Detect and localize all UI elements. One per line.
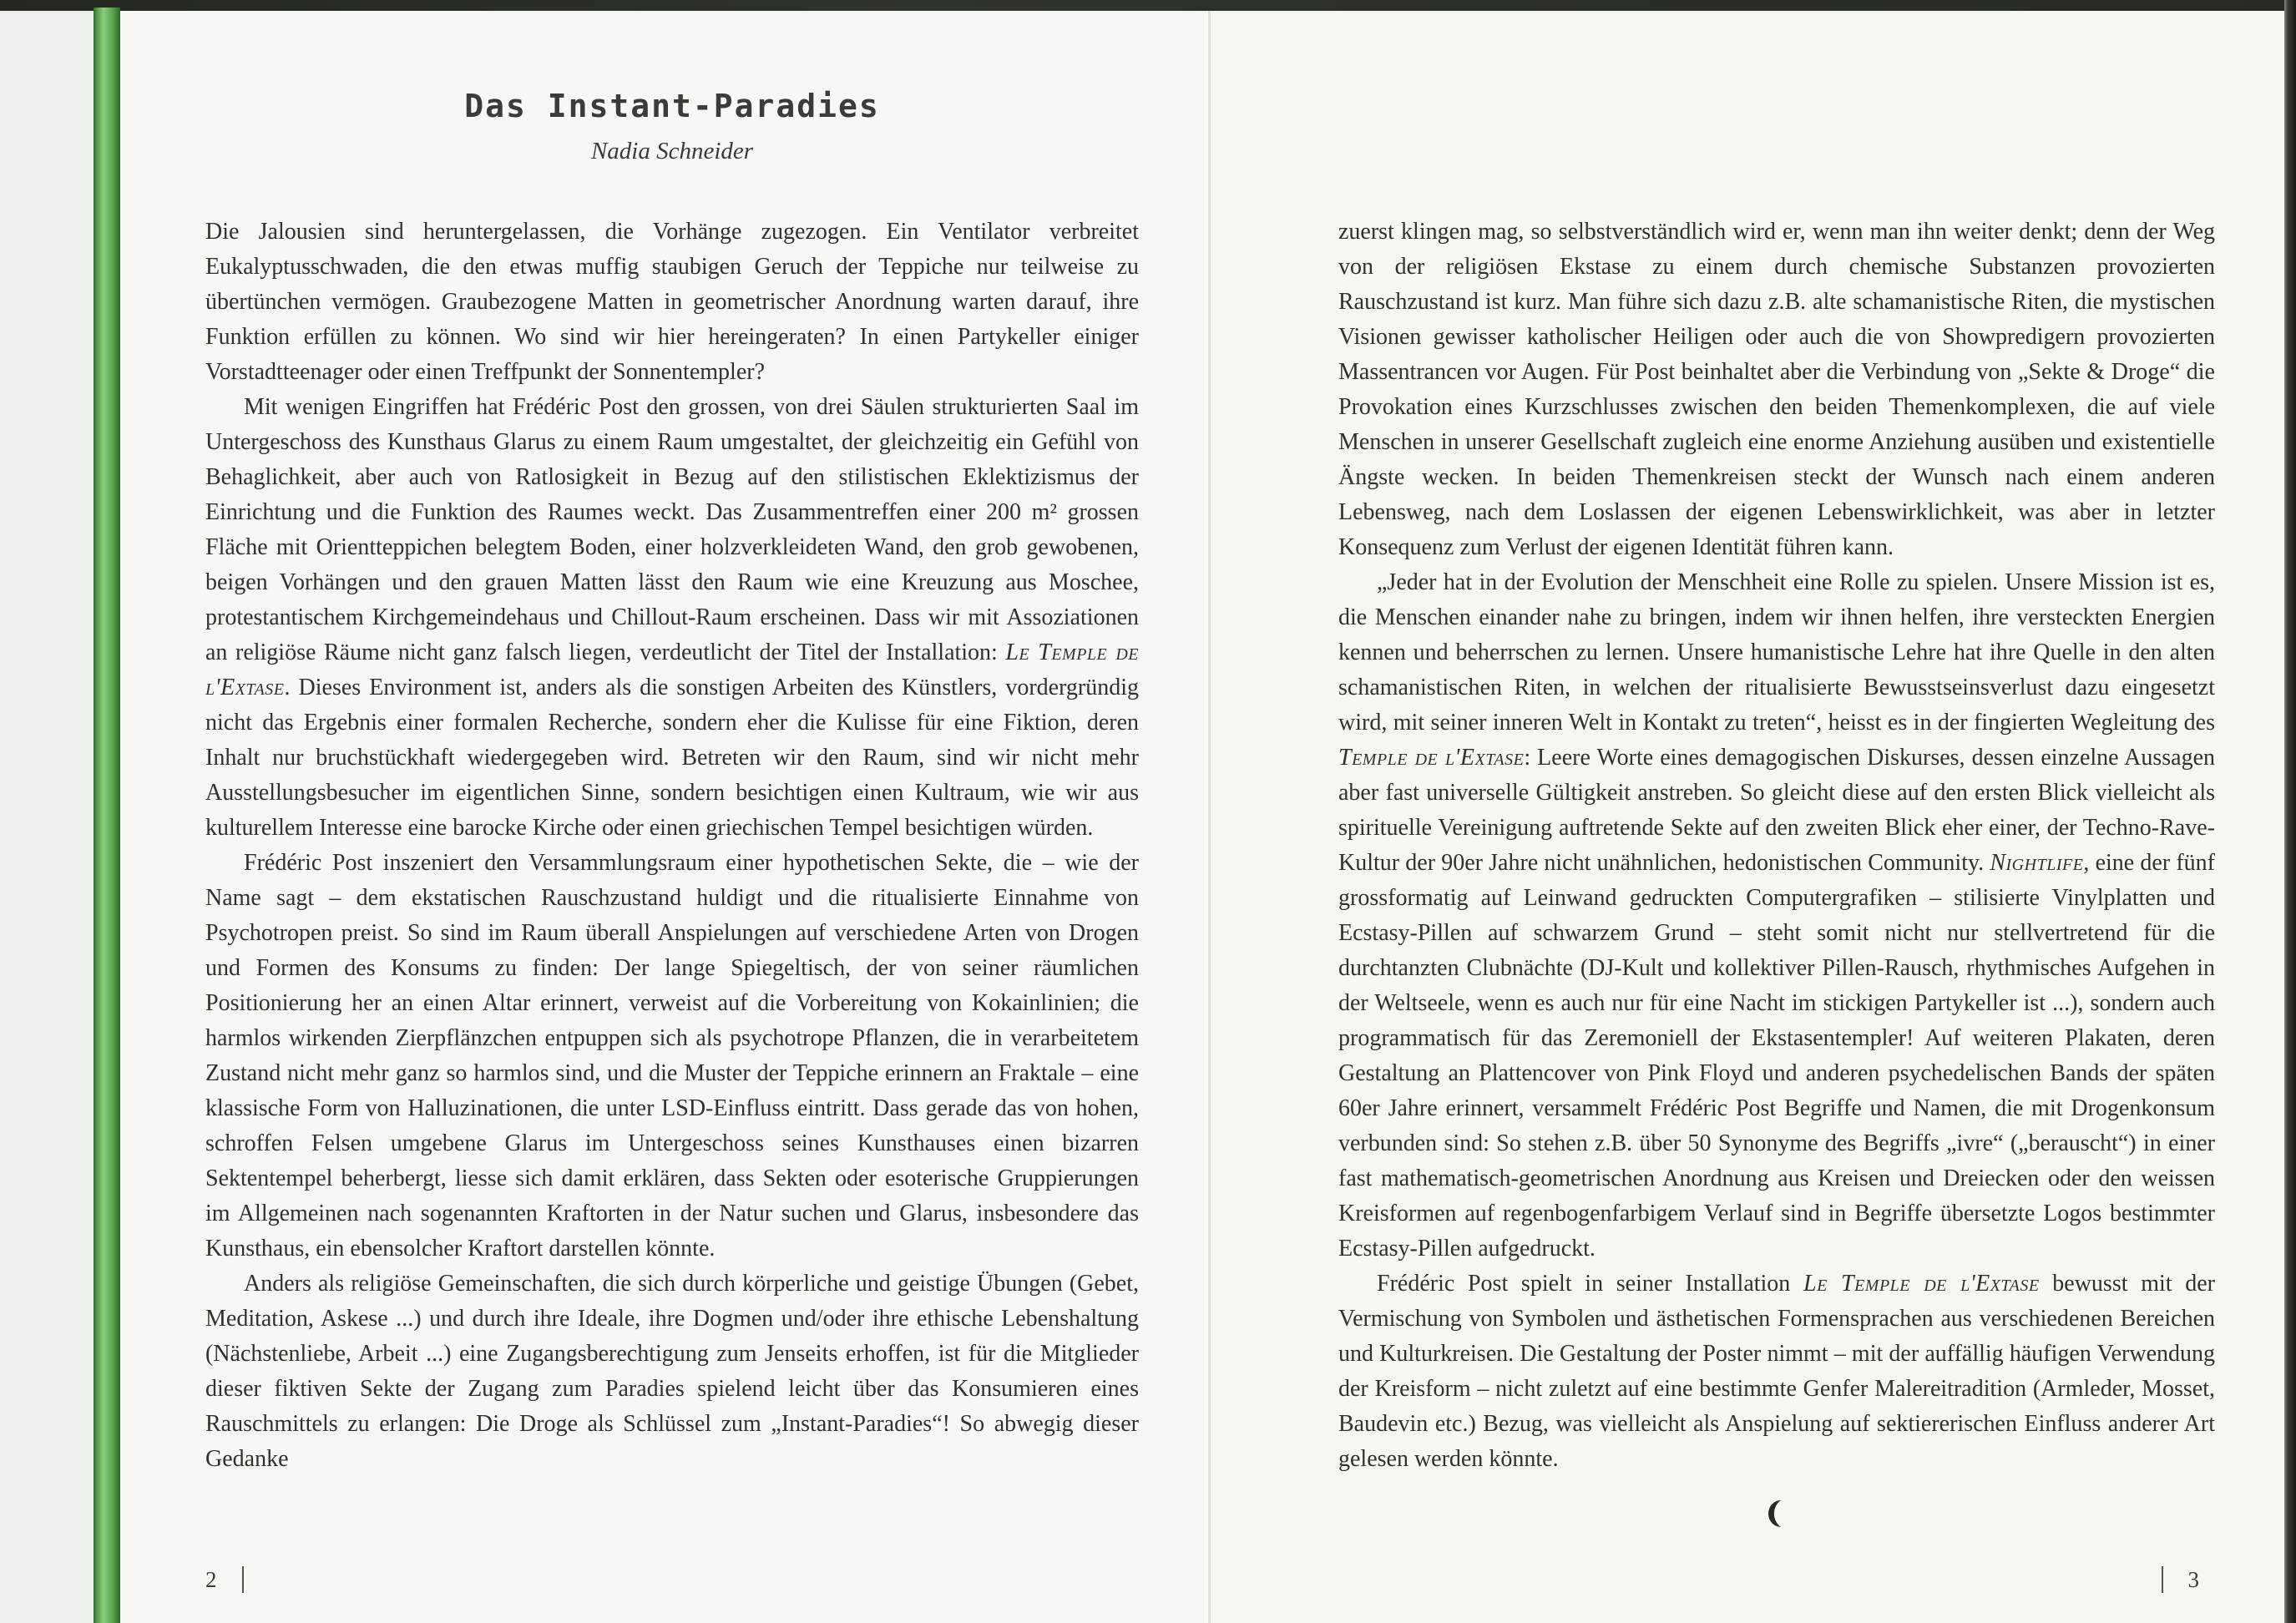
text-segment: . Dieses Environment ist, anders als die sonstigen Arbeiten des Künstlers, vordergründig nicht das Ergebnis einer formalen Recherche, sondern eher die Kulisse für eine Fiktion, deren Inhalt nur bruchstückhaft wiedergegeben wird. Betreten wir den Raum, sind wir nicht mehr Ausstellungsbesucher im eigentlichen Sinne, sondern besichtigen einen Kultraum, wie wir aus kulturellem Interesse eine barocke Kirche oder einen griechischen Tempel besichtigen würden. [205,675,1139,841]
paragraph [205,846,1139,1267]
title-block [205,88,1139,165]
underlying-page-edge [0,11,94,1623]
folio-divider-bar [2162,1566,2163,1593]
text-segment: Frédéric Post inszeniert den Versammlungsraum einer hypothetischen Sekte, die – wie der Name sagt – dem ekstatischen Rauschzustand huldigt und die ritualisierte Einnahme von Psychotropen preist. So sind im Raum überall Anspielungen auf verschiedene Arten von Drogen und Formen des Konsums zu finden: Der lange Spiegeltisch, der von seiner räumlichen Positionierung her an einen Altar erinnert, verweist auf die Vorbereitung von Kokainlinien; die harmlos wirkenden Zierpflänzchen entpuppen sich als psychotrope Pflanzen, die in verarbeitetem Zustand nicht mehr ganz so harmlos sind, und die Muster der Teppiche erinnern an Fraktale – eine klassische Form von Halluzinationen, die unter LSD-Einfluss eintritt. Dass gerade das von hohen, schroffen Felsen umgebene Glarus im Untergeschoss seines Kunsthauses einen bizarren Sektentempel beherbergt, liesse sich damit erklären, dass Sekten oder esoterische Gruppierungen im Allgemeinen nach sogenannten Kraftorten in der Natur suchen und Glarus, insbesondere das Kunsthaus, ein ebensolcher Kraftort darstellen könnte. [205,850,1139,1261]
article-author: Nadia Schneider [590,138,754,164]
text-segment: Anders als religiöse Gemeinschaften, die sich durch körperliche und geistige Übungen (Gebet, Meditation, Askese ...) und durch ihre Ideale, ihre Dogmen und/oder ihre ethische Lebenshaltung (Nächstenliebe, Arbeit ...) eine Zugangsberechtigung zum Jenseits erhoffen, ist für die Mitglieder dieser fiktiven Sekte der Zugang zum Paradies spielend leicht über das Konsumieren eines Rauschmittels zu erlangen: Die Droge als Schlüssel zum „Instant-Paradies“! So abwegig dieser Gedanke [205,1271,1139,1472]
right-page [1208,11,2286,1623]
scanner-edge-top [0,0,2296,11]
text-segment: , eine der fünf grossformatig auf Leinwand gedruckten Computergrafiken – stilisierte Vinylplatten und Ecstasy-Pillen auf schwarzem Grund – steht somit nicht nur stellvertretend für die durchtanzten Clubnächte (DJ-Kult und kollektiver Pillen-Rausch, rhythmisches Aufgehen in der Weltseele, wenn es auch nur für eine Nacht im stickigen Partykeller ist ...), sondern auch programmatisch für das Zeremoniell der Ekstasentempler! Auf weiteren Plakaten, deren Gestaltung an Plattencover von Pink Floyd und anderen psychedelischen Bands der späten 60er Jahre erinnert, versammelt Frédéric Post Begriffe und Namen, die mit Drogenkonsum verbunden sind: So stehen z.B. über 50 Synonyme des Begriffs „ivre“ („berauscht“) in einer fast mathematisch-geometrischen Anordnung aus Kreisen und Dreiecken oder den weissen Kreisformen auf regenbogenfarbigem Verlauf sind in Begriffe übersetzte Logos bestimmter Ecstasy-Pillen aufgedruckt. [1338,850,2215,1261]
paragraph [205,1267,1139,1477]
paragraph [1338,565,2215,1267]
text-segment: zuerst klingen mag, so selbstverständlich wird er, wenn man ihn weiter denkt; denn der Weg von der religiösen Ekstase zu einem durch chemische Substanzen provozierten Rauschzustand ist kurz. Man führe sich dazu z.B. alte schamanistische Riten, die mystischen Visionen gewisser katholischer Heiligen oder auch die von Showpredigern provozierten Massentrancen vor Augen. Für Post beinhaltet aber die Verbindung von „Sekte & Droge“ die Provokation eines Kurzschlusses zwischen den beiden Themenkomplexen, die auf viele Menschen in unserer Gesellschaft zugleich eine enorme Anziehung ausüben und existentielle Ängste wecken. In beiden Themenkreisen steckt der Wunsch nach einem anderen Lebensweg, nach dem Loslassen der eigenen Lebenswirklichkeit, was aber in letzter Konsequenz zum Verlust der eigenen Identität führen kann. [1338,219,2215,560]
smallcaps-phrase: Temple de l'Extase [1338,745,1525,771]
end-mark [1338,1499,2215,1540]
paragraph [1338,215,2215,565]
page-number: 2 [205,1566,217,1592]
left-page-folio [205,1566,244,1593]
folio-divider-bar [242,1566,244,1593]
text-segment: Frédéric Post spielt in seiner Installation [1377,1271,1804,1297]
paragraph [205,390,1139,846]
paragraph [1338,1267,2215,1477]
crescent-moon-icon [1766,1499,1788,1529]
text-segment: „Jeder hat in der Evolution der Menschheit eine Rolle zu spielen. Unsere Mission ist es, die Menschen einander nahe zu bringen, indem wir ihnen helfen, ihre versteckten Energien kennen und beherrschen zu lernen. Unsere humanistische Lehre hat ihre Quelle in den alten schamanistischen Riten, in welchen der ritualisierte Bewusstseinsverlust dazu eingesetzt wird, mit seiner inneren Welt in Kontakt zu treten“, heisst es in der fingierten Wegleitung des [1338,569,2215,736]
article-title: Das Instant-Paradies [464,88,880,124]
left-page [120,11,1208,1623]
right-page-body-text [1338,215,2215,1540]
paragraph [205,215,1139,390]
smallcaps-phrase: Le Temple de l'Extase [205,640,1139,700]
smallcaps-phrase: Nightlife [1990,850,2084,876]
page-number: 3 [2187,1566,2199,1592]
text-segment: Mit wenigen Eingriffen hat Frédéric Post den grossen, von drei Säulen strukturierten Saal im Untergeschoss des Kunsthaus Glarus zu einem Raum umgestaltet, der gleichzeitig ein Gefühl von Behaglichkeit, aber auch von Ratlosigkeit in Bezug auf den stilistischen Eklektizismus der Einrichtung und die Funktion des Raumes weckt. Das Zusammentreffen einer 200 m² grossen Fläche mit Orientteppichen belegtem Boden, einer holzverkleideten Wand, den grob gewobenen, beigen Vorhängen und den grauen Matten lässt den Raum wie eine Kreuzung aus Moschee, protestantischem Kirchgemeindehaus und Chillout-Raum erscheinen. Dass wir mit Assoziationen an religiöse Räume nicht ganz falsch liegen, verdeutlicht der Titel der Installation: [205,394,1139,665]
left-page-body-text [205,215,1139,1477]
green-spine-strip [94,8,120,1623]
text-segment: : Leere Worte eines demagogischen Diskurses, dessen einzelne Aussagen aber fast universelle Gültigkeit anstreben. So gleicht diese auf den ersten Blick vielleicht als spirituelle Vereinigung auftretende Sekte auf den zweiten Blick eher einer, der Techno-Rave-Kultur der 90er Jahre nicht unähnlichen, hedonistischen Community. [1338,745,2215,876]
scanner-edge-right [2284,0,2296,1623]
text-segment: bewusst mit der Vermischung von Symbolen und ästhetischen Formensprachen aus verschiedenen Bereichen und Kulturkreisen. Die Gestaltung der Poster nimmt – mit der auffällig häufigen Verwendung der Kreisform – nicht zuletzt auf eine bestimmte Genfer Malereitradition (Armleder, Mosset, Baudevin etc.) Bezug, was vielleicht als Anspielung auf sektiererischen Einfluss anderer Art gelesen werden könnte. [1338,1271,2215,1472]
right-page-folio [2162,1566,2200,1593]
text-segment: Die Jalousien sind heruntergelassen, die Vorhänge zugezogen. Ein Ventilator verbreitet Eukalyptusschwaden, die den etwas muffig staubigen Geruch der Teppiche nur teilweise zu übertünchen vermögen. Graubezogene Matten in geometrischer Anordnung warten darauf, ihre Funktion erfüllen zu können. Wo sind wir hier hereingeraten? In einen Partykeller einiger Vorstadtteenager oder einen Treffpunkt der Sonnentempler? [205,219,1139,385]
smallcaps-phrase: Le Temple de l'Extase [1803,1271,2040,1297]
